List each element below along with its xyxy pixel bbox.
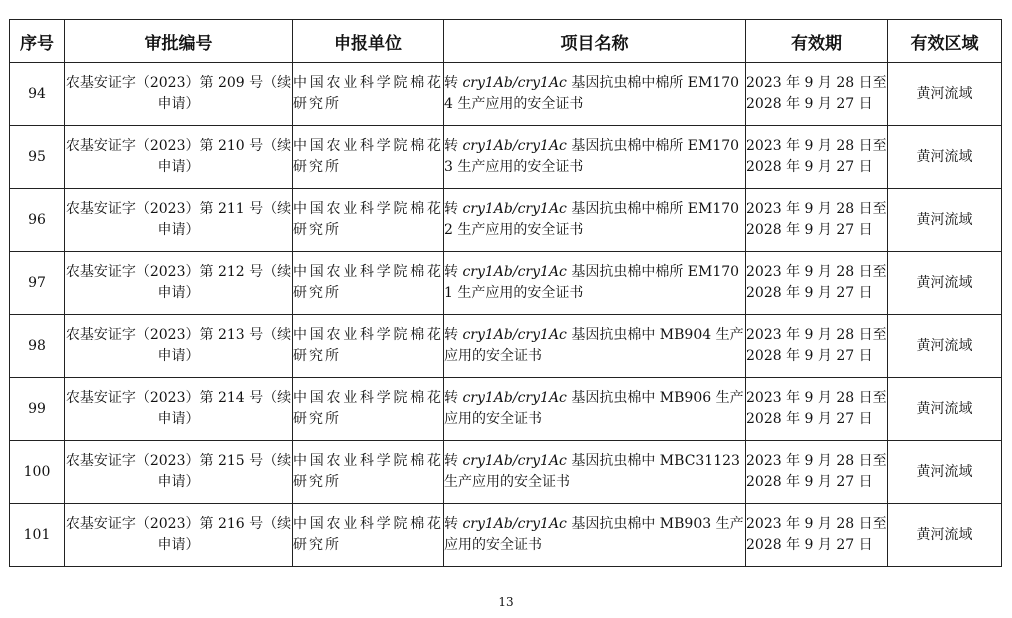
cell-valid-region: 黄河流域 xyxy=(888,126,1002,189)
gene-name: cry1Ab/cry1Ac xyxy=(462,201,567,217)
page-number: 13 xyxy=(498,595,514,609)
gene-name: cry1Ab/cry1Ac xyxy=(462,453,567,469)
table-row xyxy=(10,252,1002,315)
table-row xyxy=(10,441,1002,504)
cell-valid-region: 黄河流域 xyxy=(888,315,1002,378)
table-row xyxy=(10,315,1002,378)
project-name-suffix: 基因抗虫棉中棉所 EM1704 生产应用的安全证书 xyxy=(444,75,740,112)
project-name-prefix: 转 xyxy=(444,327,463,343)
cell-validity-period: 2023 年 9 月 28 日至 2028 年 9 月 27 日 xyxy=(746,378,888,441)
cell-serial-number: 97 xyxy=(10,252,65,315)
project-name-suffix: 基因抗虫棉中 MB906 生产应用的安全证书 xyxy=(444,390,744,427)
gene-name: cry1Ab/cry1Ac xyxy=(462,75,567,91)
header-applicant-unit: 申报单位 xyxy=(293,20,444,63)
cell-approval-code: 农基安证字（2023）第 214 号（续申请） xyxy=(65,378,293,441)
cell-valid-region: 黄河流域 xyxy=(888,252,1002,315)
cell-approval-code: 农基安证字（2023）第 213 号（续申请） xyxy=(65,315,293,378)
cell-serial-number: 94 xyxy=(10,63,65,126)
cell-validity-period: 2023 年 9 月 28 日至 2028 年 9 月 27 日 xyxy=(746,189,888,252)
cell-valid-region: 黄河流域 xyxy=(888,189,1002,252)
header-serial-number: 序号 xyxy=(10,20,65,63)
cell-project-name xyxy=(444,315,746,378)
header-project-name: 项目名称 xyxy=(444,20,746,63)
project-name-suffix: 基因抗虫棉中棉所 EM1702 生产应用的安全证书 xyxy=(444,201,740,238)
cell-validity-period: 2023 年 9 月 28 日至 2028 年 9 月 27 日 xyxy=(746,63,888,126)
cell-valid-region: 黄河流域 xyxy=(888,63,1002,126)
cell-applicant-unit: 中国农业科学院棉花研究所 xyxy=(293,252,444,315)
project-name-prefix: 转 xyxy=(444,516,463,532)
cell-project-name xyxy=(444,126,746,189)
cell-serial-number: 100 xyxy=(10,441,65,504)
cell-serial-number: 99 xyxy=(10,378,65,441)
cell-project-name xyxy=(444,441,746,504)
gene-name: cry1Ab/cry1Ac xyxy=(462,516,567,532)
cell-serial-number: 95 xyxy=(10,126,65,189)
cell-project-name xyxy=(444,63,746,126)
header-approval-code: 审批编号 xyxy=(65,20,293,63)
cell-serial-number: 101 xyxy=(10,504,65,567)
cell-applicant-unit: 中国农业科学院棉花研究所 xyxy=(293,126,444,189)
project-name-prefix: 转 xyxy=(444,201,463,217)
gene-name: cry1Ab/cry1Ac xyxy=(462,264,567,280)
project-name-suffix: 基因抗虫棉中棉所 EM1703 生产应用的安全证书 xyxy=(444,138,740,175)
cell-project-name xyxy=(444,504,746,567)
project-name-prefix: 转 xyxy=(444,453,463,469)
cell-applicant-unit: 中国农业科学院棉花研究所 xyxy=(293,504,444,567)
cell-project-name xyxy=(444,189,746,252)
table-row xyxy=(10,504,1002,567)
cell-applicant-unit: 中国农业科学院棉花研究所 xyxy=(293,378,444,441)
cell-project-name xyxy=(444,252,746,315)
project-name-prefix: 转 xyxy=(444,264,463,280)
table-row xyxy=(10,189,1002,252)
cell-approval-code: 农基安证字（2023）第 215 号（续申请） xyxy=(65,441,293,504)
cell-applicant-unit: 中国农业科学院棉花研究所 xyxy=(293,315,444,378)
approval-table xyxy=(9,19,1002,567)
gene-name: cry1Ab/cry1Ac xyxy=(462,327,567,343)
gene-name: cry1Ab/cry1Ac xyxy=(462,390,567,406)
table-row xyxy=(10,378,1002,441)
cell-project-name xyxy=(444,378,746,441)
cell-validity-period: 2023 年 9 月 28 日至 2028 年 9 月 27 日 xyxy=(746,315,888,378)
cell-serial-number: 96 xyxy=(10,189,65,252)
cell-applicant-unit: 中国农业科学院棉花研究所 xyxy=(293,189,444,252)
cell-valid-region: 黄河流域 xyxy=(888,504,1002,567)
gene-name: cry1Ab/cry1Ac xyxy=(462,138,567,154)
project-name-prefix: 转 xyxy=(444,390,463,406)
project-name-suffix: 基因抗虫棉中 MB904 生产应用的安全证书 xyxy=(444,327,744,364)
cell-serial-number: 98 xyxy=(10,315,65,378)
cell-approval-code: 农基安证字（2023）第 212 号（续申请） xyxy=(65,252,293,315)
header-validity-period: 有效期 xyxy=(746,20,888,63)
cell-validity-period: 2023 年 9 月 28 日至 2028 年 9 月 27 日 xyxy=(746,252,888,315)
cell-valid-region: 黄河流域 xyxy=(888,378,1002,441)
table-header-row xyxy=(10,20,1002,63)
cell-applicant-unit: 中国农业科学院棉花研究所 xyxy=(293,63,444,126)
cell-validity-period: 2023 年 9 月 28 日至 2028 年 9 月 27 日 xyxy=(746,504,888,567)
cell-approval-code: 农基安证字（2023）第 210 号（续申请） xyxy=(65,126,293,189)
cell-validity-period: 2023 年 9 月 28 日至 2028 年 9 月 27 日 xyxy=(746,441,888,504)
cell-valid-region: 黄河流域 xyxy=(888,441,1002,504)
project-name-suffix: 基因抗虫棉中 MB903 生产应用的安全证书 xyxy=(444,516,744,553)
project-name-suffix: 基因抗虫棉中 MBC31123 生产应用的安全证书 xyxy=(444,453,740,490)
cell-approval-code: 农基安证字（2023）第 209 号（续申请） xyxy=(65,63,293,126)
project-name-suffix: 基因抗虫棉中棉所 EM1701 生产应用的安全证书 xyxy=(444,264,740,301)
cell-approval-code: 农基安证字（2023）第 216 号（续申请） xyxy=(65,504,293,567)
project-name-prefix: 转 xyxy=(444,138,463,154)
cell-approval-code: 农基安证字（2023）第 211 号（续申请） xyxy=(65,189,293,252)
header-valid-region: 有效区域 xyxy=(888,20,1002,63)
cell-applicant-unit: 中国农业科学院棉花研究所 xyxy=(293,441,444,504)
table-row xyxy=(10,126,1002,189)
table-row xyxy=(10,63,1002,126)
project-name-prefix: 转 xyxy=(444,75,463,91)
cell-validity-period: 2023 年 9 月 28 日至 2028 年 9 月 27 日 xyxy=(746,126,888,189)
